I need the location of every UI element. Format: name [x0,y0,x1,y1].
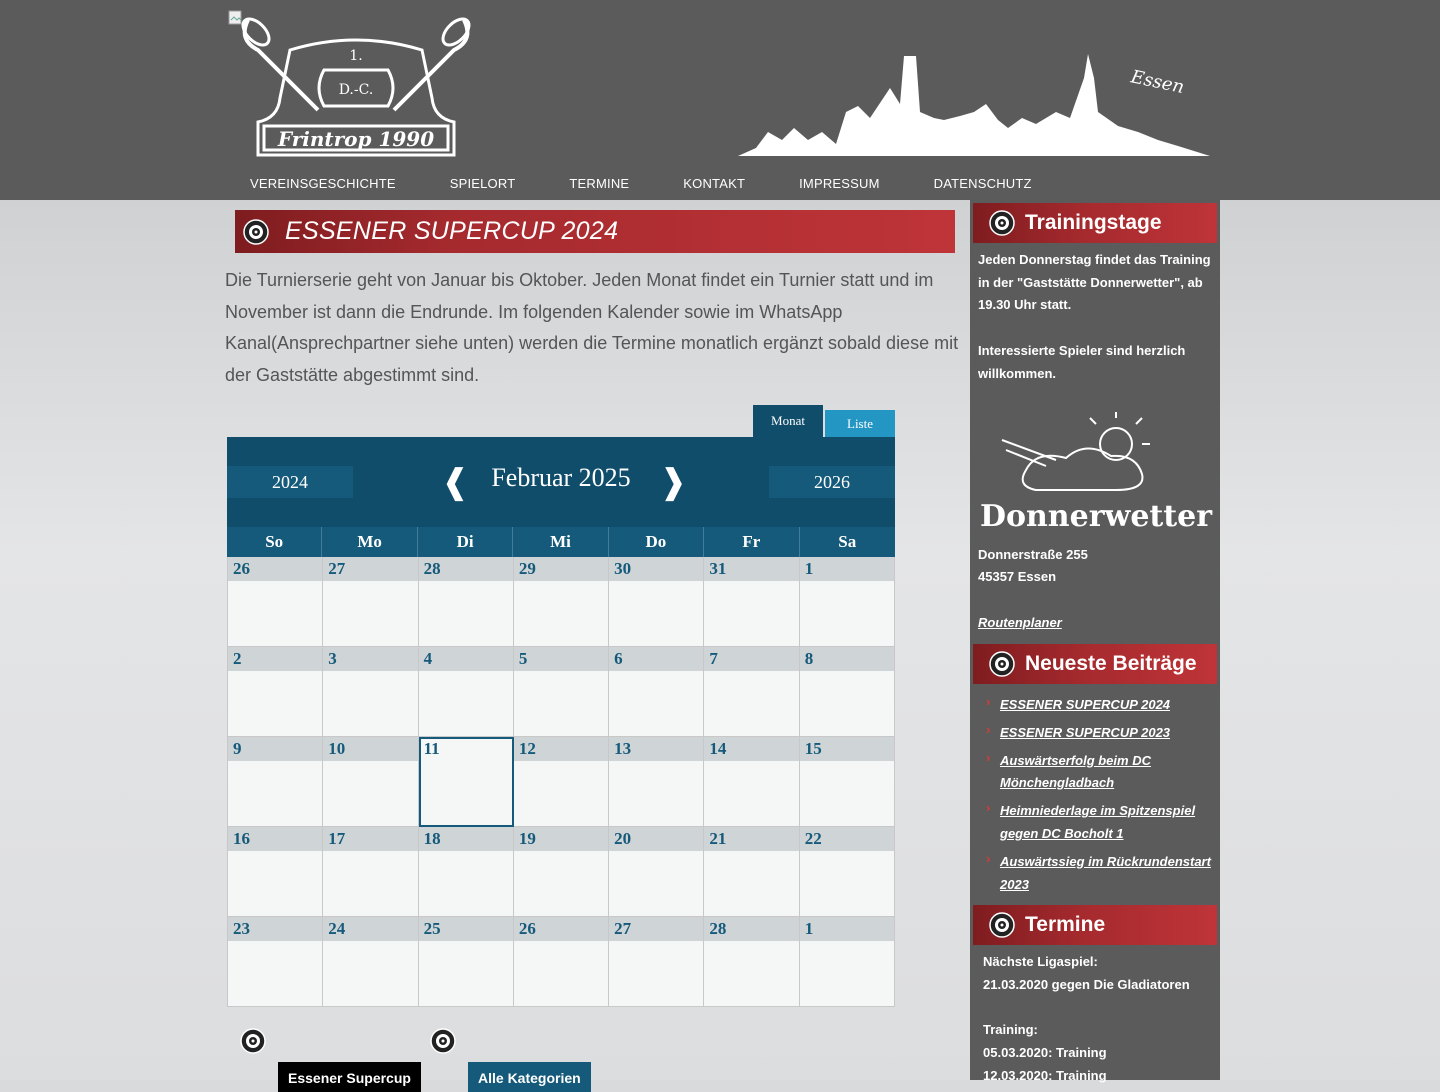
widget-title-termine [973,905,1217,945]
sidebar [970,200,1220,1083]
calendar-day-cell[interactable] [704,557,799,647]
calendar-day-cell[interactable] [609,737,704,827]
day-number: 12 [514,737,608,761]
svg-text:Essen: Essen [1128,66,1187,99]
day-number: 5 [514,647,608,671]
chevron-right-icon: › [986,694,991,709]
day-number: 28 [419,557,513,581]
day-number: 11 [419,737,513,761]
tab-list[interactable]: Liste [825,410,895,437]
club-logo[interactable] [228,10,484,162]
calendar-day-cell[interactable] [228,917,323,1007]
calendar-day-cell[interactable] [800,827,895,917]
calendar-day-cell[interactable] [609,917,704,1007]
category-all-button[interactable]: Alle Kategorien [468,1062,591,1092]
termine-entry: 05.03.2020: Training [983,1045,1107,1060]
route-planner-link[interactable]: Routenplaner [978,615,1062,630]
calendar-day-cell[interactable] [323,557,418,647]
calendar-day-cell[interactable] [323,737,418,827]
calendar-day-cell[interactable] [514,737,609,827]
calendar-day-cell[interactable] [800,647,895,737]
calendar-day-cell[interactable] [704,647,799,737]
calendar-day-cell[interactable] [609,557,704,647]
training-text: Jeden Donnerstag findet das Training in der "Gaststätte Donnerwetter", ab 19.30 Uhr statt. [978,252,1211,313]
day-number: 29 [514,557,608,581]
weekday-label: Mi [513,527,608,557]
chevron-right-icon: › [986,850,991,866]
day-number: 23 [228,917,322,941]
calendar-day-cell[interactable] [323,827,418,917]
calendar-day-cell[interactable] [228,737,323,827]
dartboard-icon [243,219,269,245]
day-number: 9 [228,737,322,761]
weekday-label: Fr [704,527,799,557]
calendar-day-cell[interactable] [419,557,514,647]
day-number: 2 [228,647,322,671]
day-number: 17 [323,827,417,851]
weekday-header-row [227,527,895,557]
calendar-day-cell[interactable] [228,827,323,917]
calendar-day-grid [227,557,895,1007]
day-number: 19 [514,827,608,851]
weekday-label: Mo [322,527,417,557]
list-item [986,694,1212,717]
nav-spielort[interactable]: SPIELORT [449,176,516,191]
day-number: 27 [323,557,417,581]
day-number: 1 [800,917,894,941]
dartboard-icon [989,210,1015,236]
day-number: 21 [704,827,798,851]
weekday-label: Sa [838,532,857,551]
svg-text:Donnerwetter: Donnerwetter [979,499,1213,534]
calendar-day-cell[interactable] [800,557,895,647]
nav-impressum[interactable]: IMPRESSUM [799,176,880,191]
day-number: 26 [514,917,608,941]
chevron-right-icon: › [986,800,991,816]
calendar-day-cell[interactable] [514,827,609,917]
day-number: 4 [419,647,513,671]
svg-text:D.-C.: D.-C. [338,82,374,98]
recent-post-link[interactable]: ESSENER SUPERCUP 2023 [1000,724,1171,740]
day-number: 8 [800,647,894,671]
calendar-day-cell[interactable] [609,647,704,737]
nav-kontakt[interactable]: KONTAKT [683,176,746,191]
day-number: 25 [419,917,513,941]
address-street: Donnerstraße 255 [978,547,1088,562]
day-number: 22 [800,827,894,851]
dartboard-icon [989,912,1015,938]
day-number: 27 [609,917,703,941]
widget-heading: Termine [1025,913,1106,936]
day-number: 13 [609,737,703,761]
day-number: 6 [609,647,703,671]
weekday-label: Do [609,527,704,557]
day-number: 28 [704,917,798,941]
dartboard-icon [240,1028,266,1054]
termine-entry: 12.03.2020: Training [983,1068,1107,1083]
post-title: ESSENER SUPERCUP 2024 [285,217,619,245]
day-number: 30 [609,557,703,581]
calendar-day-cell[interactable] [228,557,323,647]
tab-month[interactable]: Monat [753,405,823,437]
next-month-arrow-icon[interactable]: ❱ [659,462,688,502]
day-number: 7 [704,647,798,671]
calendar-day-cell[interactable] [419,827,514,917]
termine-entry: 21.03.2020 gegen Die Gladiatoren [983,977,1190,992]
nav-vereinsgeschichte[interactable]: VEREINSGESCHICHTE [250,176,396,191]
nav-datenschutz[interactable]: DATENSCHUTZ [933,176,1032,191]
day-number: 16 [228,827,322,851]
day-number: 26 [228,557,322,581]
widget-heading: Neueste Beiträge [1025,652,1197,675]
day-number: 14 [704,737,798,761]
calendar-view-tabs [753,405,895,437]
day-number: 3 [323,647,417,671]
svg-text:Frintrop 1990: Frintrop 1990 [277,127,435,151]
recent-post-link[interactable]: Heimniederlage im Spitzenspiel gegen DC Bocholt 1 [1000,803,1196,841]
calendar-day-cell[interactable] [419,647,514,737]
calendar-day-cell[interactable] [704,917,799,1007]
termine-label: Training: [983,1022,1038,1037]
calendar-day-cell[interactable] [514,917,609,1007]
dartboard-icon [430,1028,456,1054]
list-item [986,800,1212,846]
widget-title-training [973,203,1217,243]
prev-month-arrow-icon[interactable]: ❰ [441,462,470,502]
termine-label: Nächste Ligaspiel: [983,954,1098,969]
recent-post-link[interactable]: ESSENER SUPERCUP 2024 [1000,697,1171,712]
calendar-day-cell[interactable] [323,647,418,737]
calendar-day-cell[interactable] [419,737,514,827]
day-number: 24 [323,917,417,941]
day-number: 1 [800,557,894,581]
recent-post-link[interactable]: Auswärtserfolg beim DC Mönchengladbach [1000,752,1151,791]
post-title-bar [235,210,955,253]
day-number: 20 [609,827,703,851]
list-item [986,750,1212,796]
prev-year-button[interactable]: 2024 [227,466,353,498]
chevron-right-icon: › [986,721,991,737]
list-item [986,851,1212,897]
recent-posts-list [986,694,1212,901]
svg-text:1.: 1. [349,48,363,64]
essen-skyline-image [738,48,1210,160]
calendar-day-cell[interactable] [800,917,895,1007]
weekday-label: So [227,527,322,557]
post-intro-text: Die Turnierserie geht von Januar bis Oktober. Jeden Monat findet ein Turnier statt und im November ist dann die Endrunde. Im folgenden Kalender sowie im WhatsApp Kanal(Ansprechpartner siehe unten) werden die Termine monatlich ergänzt sobald diese mit der Gaststätte abgestimmt sind. [225,270,959,386]
day-number: 15 [800,737,894,761]
calendar-day-cell[interactable] [704,737,799,827]
next-year-button[interactable]: 2026 [769,466,895,498]
calendar-day-cell[interactable] [419,917,514,1007]
nav-termine[interactable]: TERMINE [569,176,630,191]
dartboard-icon [989,651,1015,677]
day-number: 10 [323,737,417,761]
calendar-day-cell[interactable] [228,647,323,737]
calendar-day-cell[interactable] [704,827,799,917]
day-number: 31 [704,557,798,581]
recent-post-link[interactable]: Auswärtssieg im Rückrundenstart 2023 [1000,853,1211,892]
site-header [0,0,1440,200]
weekday-label: Di [418,527,513,557]
calendar-header [227,437,895,527]
welcome-text: Interessierte Spieler sind herzlich willkommen. [978,343,1186,381]
address-city: 45357 Essen [978,569,1057,584]
calendar-month-title: Februar 2025 [491,463,631,492]
donnerwetter-logo [979,410,1213,536]
chevron-right-icon: › [986,749,991,765]
calendar-day-cell[interactable] [514,557,609,647]
calendar-day-cell[interactable] [800,737,895,827]
list-item [986,722,1212,745]
calendar-day-cell[interactable] [323,917,418,1007]
category-essener-supercup-button[interactable]: Essener Supercup [278,1062,421,1092]
calendar-day-cell[interactable] [514,647,609,737]
widget-title-news [973,644,1217,684]
widget-heading: Trainingstage [1025,211,1162,234]
calendar-day-cell[interactable] [609,827,704,917]
main-navigation [250,176,1086,191]
day-number: 18 [419,827,513,851]
